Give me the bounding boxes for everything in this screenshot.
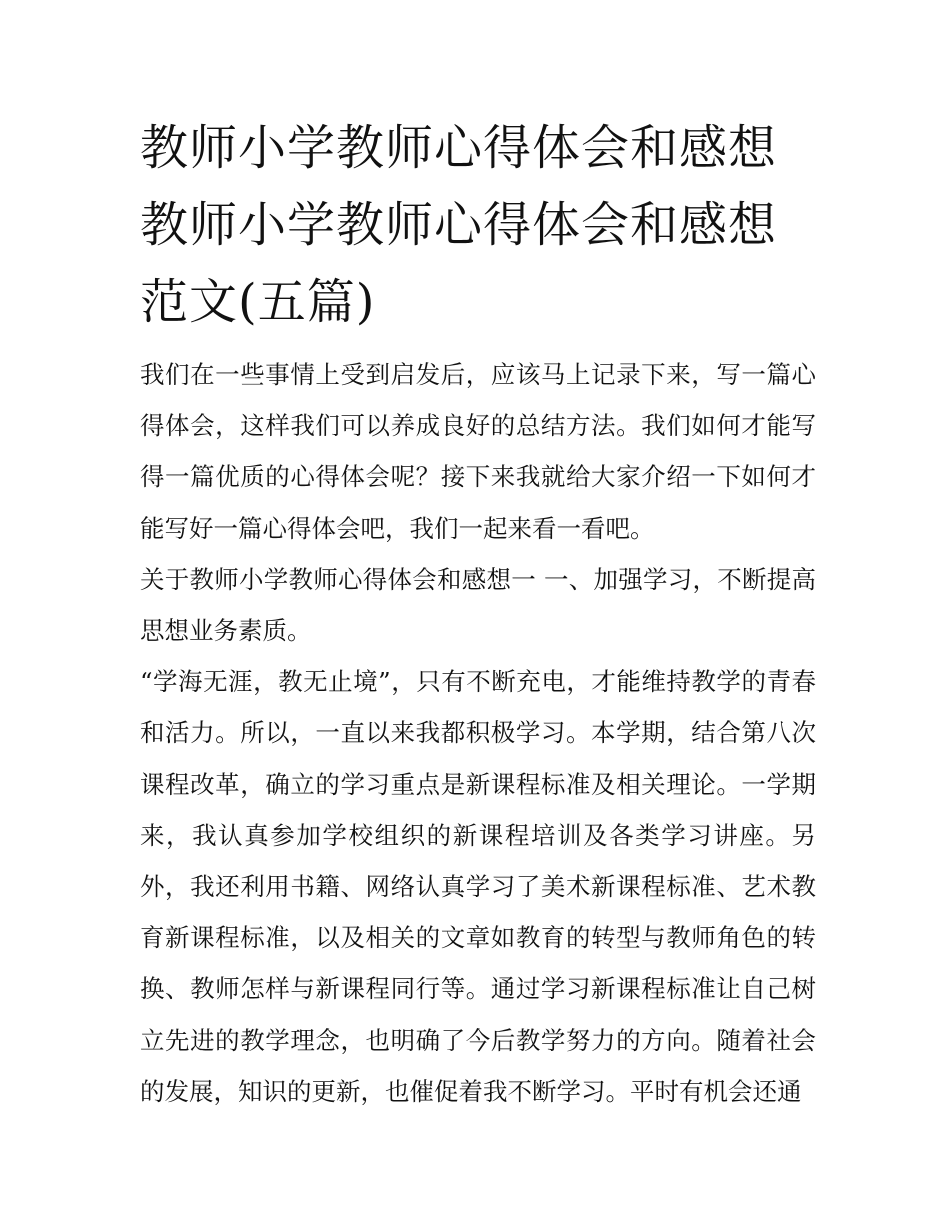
document-title: 教师小学教师心得体会和感想教师小学教师心得体会和感想范文(五篇) xyxy=(140,120,778,330)
intro-paragraph: 我们在一些事情上受到启发后，应该马上记录下来，写一篇心得体会，这样我们可以养成良好的总结方法。我们如何才能写得一篇优质的心得体会呢？接下来我就给大家介绍一下如何才能写好一篇心得体会吧，我们一起来看一看吧。 xyxy=(140,360,816,543)
section-heading-paragraph: 关于教师小学教师心得体会和感想一 一、加强学习，不断提高思想业务素质。 xyxy=(140,564,816,646)
document-page xyxy=(140,110,816,1117)
document-body xyxy=(140,349,816,1117)
body-paragraph: “学海无涯，教无止境”，只有不断充电，才能维持教学的青春和活力。所以，一直以来我都积极学习。本学期，结合第八次课程改革，确立的学习重点是新课程标准及相关理论。一学期来，我认真参加学校组织的新课程培训及各类学习讲座。另外，我还利用书籍、网络认真学习了美术新课程标准、艺术教育新课程标准，以及相关的文章如教育的转型与教师角色的转换、教师怎样与新课程同行等。通过学习新课程标准让自己树立先进的教学理念，也明确了今后教学努力的方向。随着社会的发展，知识的更新，也催促着我不断学习。平时有机会还通 xyxy=(140,667,816,1106)
